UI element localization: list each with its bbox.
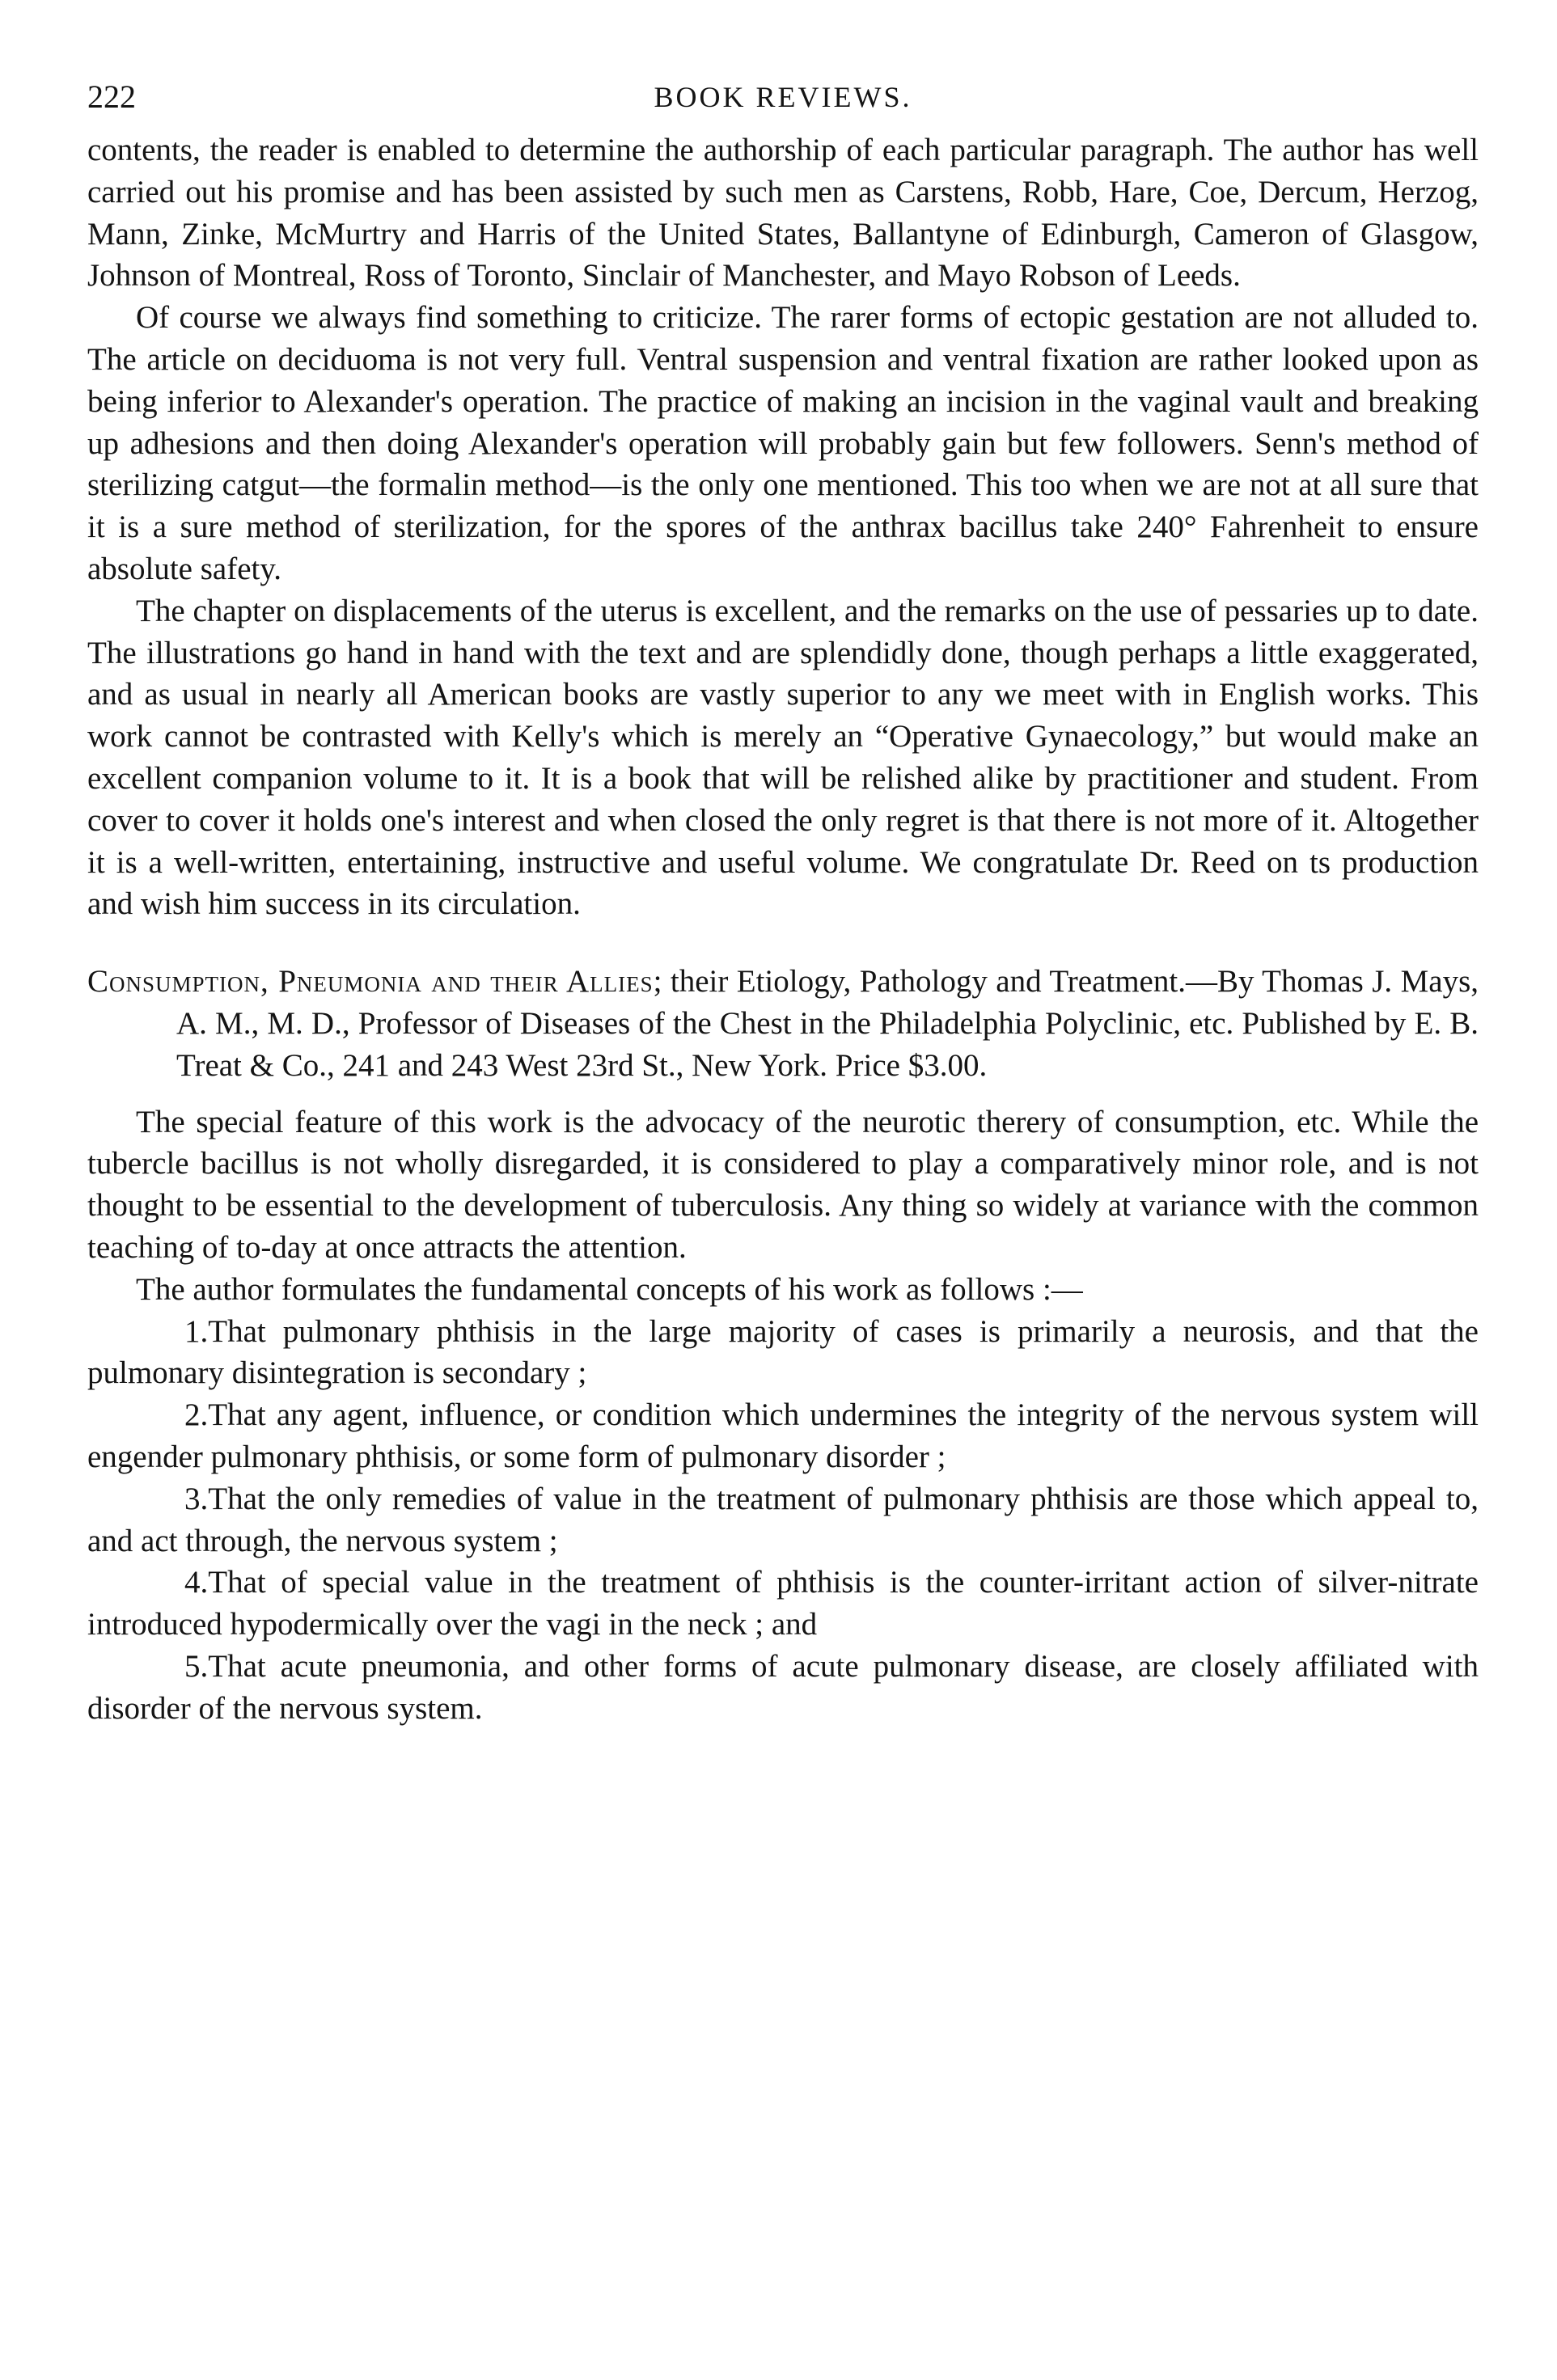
page-number: 222 — [87, 78, 136, 115]
paragraph: The special feature of this work is the advocacy of the neurotic therery of consumption, etc. While the tubercle bacillus is not wholly disregarded, it is considered to play a comparatively minor role, and is not thought to be essential to the development of tuberculosis. Any thing so widely at variance with the common teaching of to-day at once attracts the attention. — [87, 1104, 1479, 1265]
list-number: 2. — [184, 1397, 209, 1433]
list-text: That the only remedies of value in the treatment of pulmonary phthisis are those which appeal to, and act through, the nervous system ; — [87, 1481, 1479, 1558]
review-book-title: Consumption, Pneumonia and their Allies — [87, 964, 654, 1000]
paragraph: contents, the reader is enabled to determine the authorship of each particular paragraph. The author has well carried out his promise and has been assisted by such men as Carstens, Robb, Hare, Coe, Dercum, Herzog, Mann, Zinke, McMurtry and Harris of the United States, Ballantyne of Edinburgh, Cameron of Glasgow, Johnson of Montreal, Ross of Toronto, Sinclair of Manchester, and Mayo Robson of Leeds. — [87, 133, 1479, 294]
list-number: 4. — [184, 1565, 209, 1600]
review-book-subtitle: ; their Etiology, Pathology and Treatment. — [653, 964, 1186, 1000]
paragraph: Of course we always find something to criticize. The rarer forms of ectopic gestation are not alluded to. The article on deciduoma is not very full. Ventral suspension and ventral fixation are rather looked upon as being inferior to Alexander's operation. The practice of making an incision in the vaginal vault and breaking up adhesions and then doing Alexander's operation will probably gain but few followers. Senn's method of sterilizing catgut—the formalin method—is the only one mentioned. This too when we are not at all sure that it is a sure method of sterilization, for the spores of the anthrax bacillus take 240° Fahrenheit to ensure absolute safety. — [87, 300, 1479, 586]
review-heading — [87, 961, 1479, 1086]
list-text: That pulmonary phthisis in the large majority of cases is primarily a neurosis, and that the pulmonary disintegration is secondary ; — [87, 1313, 1479, 1391]
paragraph: The author formulates the fundamental concepts of his work as follows :— — [136, 1271, 1083, 1307]
list-item — [87, 1478, 1479, 1562]
running-title: BOOK REVIEWS. — [654, 81, 912, 113]
running-head — [87, 65, 1479, 129]
list-text: That acute pneumonia, and other forms of acute pulmonary disease, are closely affiliated with disorder of the nervous system. — [87, 1648, 1479, 1726]
list-item — [87, 1646, 1479, 1730]
list-item — [87, 1394, 1479, 1478]
paragraph: The chapter on displacements of the uterus is excellent, and the remarks on the use of pessaries up to date. The illustrations go hand in hand with the text and are splendidly done, though perhaps a little exaggerated, and as usual in nearly all American books are vastly superior to any we meet with in English works. This work cannot be contrasted with Kelly's which is merely an “Operative Gynaecology,” but would make an excellent companion volume to it. It is a book that will be relished alike by practitioner and student. From cover to cover it holds one's interest and when closed the only regret is that there is not more of it. Altogether it is a well-written, entertaining, instructive and useful volume. We congratulate Dr. Reed on ts production and wish him success in its circulation. — [87, 593, 1479, 922]
fundamental-concepts-list — [87, 1311, 1479, 1730]
list-item — [87, 1311, 1479, 1395]
review-citation: —By Thomas J. Mays, A. M., M. D., Professor of Diseases of the Chest in the Philadelphia Polyclinic, etc. Published by E. B. Treat & Co., 241 and 243 West 23rd St., New York. Price $3.00. — [176, 964, 1479, 1083]
book-page — [87, 65, 1479, 1729]
list-number: 5. — [184, 1648, 209, 1684]
review-body — [87, 1101, 1479, 1311]
previous-review-continuation — [87, 129, 1479, 925]
list-text: That any agent, influence, or condition which undermines the integrity of the nervous system will engender pulmonary phthisis, or some form of pulmonary disorder ; — [87, 1397, 1479, 1474]
list-number: 1. — [184, 1313, 209, 1349]
list-text: That of special value in the treatment of phthisis is the counter-irritant action of silver-nitrate introduced hypodermically over the vagi in the neck ; and — [87, 1565, 1479, 1642]
list-item — [87, 1562, 1479, 1646]
list-number: 3. — [184, 1481, 209, 1516]
